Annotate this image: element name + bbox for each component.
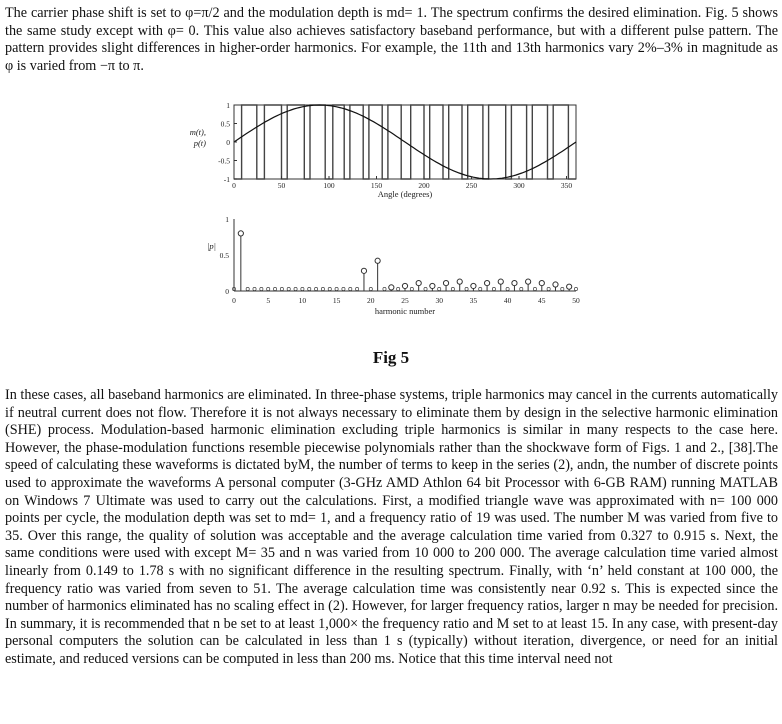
y-tick-label: 0.5 (220, 119, 230, 129)
zero-marker (410, 287, 413, 290)
zero-marker (451, 287, 454, 290)
x-tick-label: 5 (266, 296, 271, 305)
stem-marker (471, 283, 476, 288)
x-tick-label: 350 (560, 181, 573, 190)
zero-marker (328, 287, 331, 290)
zero-marker (479, 287, 482, 290)
y-axis-label-line2: p(t) (193, 138, 206, 148)
figure-caption: Fig 5 (372, 348, 410, 367)
stem-marker (484, 280, 489, 285)
zero-marker (369, 287, 372, 290)
x-tick-label: 20 (367, 296, 375, 305)
zero-marker (356, 287, 359, 290)
stem-marker (402, 283, 407, 288)
y-tick-label: 1 (226, 101, 230, 110)
time-domain-chart (170, 93, 590, 208)
x-tick-label: 100 (323, 181, 335, 190)
zero-marker (308, 287, 311, 290)
zero-marker (280, 287, 283, 290)
zero-marker (335, 287, 338, 290)
zero-marker (260, 287, 263, 290)
stem-marker (375, 258, 380, 263)
stem-marker (443, 280, 448, 285)
y-tick-label: 0.5 (219, 251, 229, 260)
zero-marker (397, 287, 400, 290)
x-tick-label: 250 (465, 181, 478, 190)
zero-marker (383, 287, 386, 290)
x-tick-label: 150 (370, 181, 383, 190)
stem-marker (361, 268, 366, 273)
x-tick-label: 25 (401, 296, 409, 305)
zero-marker (506, 287, 509, 290)
stem-marker (553, 282, 558, 287)
x-tick-label: 0 (232, 296, 236, 305)
series-m-sine (234, 105, 576, 179)
x-tick-label: 30 (435, 296, 443, 305)
stem-marker (526, 279, 531, 284)
x-tick-label: 0 (232, 181, 236, 190)
figure-5 (170, 93, 590, 316)
paragraph-body: In these cases, all baseband harmonics are eliminated. In three-phase systems, triple harmonics may cancel in the currents automatically if neutral current does not flow. Therefore it is not always necessary to eliminate them by design in the selective harmonic elimination (SHE) process. Modulation-based harmonic elimination excluding triple harmonics is similar in many respects to the case here. However, the phase-modulation functions resemble piecewise polynomials rather than the shockwave form of Figs. 1 and 2., [38].The speed of calculating these waveforms is dictated byM, the number of terms to keep in the series (2), andn, the number of discrete points used to approximate the waveforms A personal computer (3-GHz AMD Athlon 64 bit Processor with 6-GB RAM) running MATLAB on Windows 7 Ultimate was used to carry out the calculations. First, a modified triangle wave was approximated with n= 100 000 points per cycle, the modulation depth was set to md= 1, and a frequency ratio of 19 was used. The number M was varied from five to 35. Over this range, the quality of solution was acceptable and the average calculation time varied from 0.327 to 0.915 s. Next, the same conditions were used with except M= 35 and n was varied from 10 000 to 200 000. The average calculation time varied almost linearly from 0.149 to 1.78 s with no significant difference in the resulting spectrum. Finally, with ‘n’ held constant at 100 000, the frequency ratio was varied from seven to 51. The average calculation time was consistently near 0.92 s. This is expected since the number of harmonics eliminated has no scaling effect in (2). However, for larger frequency ratios, larger n may be needed for precision. In summary, it is recommended that n be set to at least 1,000× the frequency ratio and M set to at least 15. In any case, with present-day personal computers the solution can be calculated in less than 1 s (typically) without iteration, divergence, or need for an initial estimate, and reduced versions can be computed in less than 200 ms. Notice that this time interval need not (5, 387, 778, 667)
y-tick-label: -1 (223, 175, 230, 184)
zero-marker (273, 287, 276, 290)
stem-marker (457, 279, 462, 284)
x-tick-label: 300 (513, 181, 525, 190)
x-tick-label: 10 (298, 296, 307, 305)
x-tick-label: 35 (469, 296, 478, 305)
paragraph-intro: The carrier phase shift is set to φ=π/2 and the modulation depth is md= 1. The spectrum confirms the desired elimination. Fig. 5 shows the same study except with φ= 0. This value also achieves satisfactory baseband performance, but with a different pulse pattern. The pattern provides slight differences in higher-order harmonics. For example, the 11th and 13th harmonics vary 2%–3% in magnitude as φ is varied from −π to π. (5, 5, 778, 74)
zero-marker (301, 287, 304, 290)
y-tick-label: 1 (225, 215, 229, 224)
zero-marker (287, 287, 290, 290)
zero-marker (342, 287, 345, 290)
stem-marker (498, 279, 503, 284)
zero-marker (267, 287, 270, 290)
stem-marker (430, 283, 435, 288)
harmonic-spectrum-chart (170, 213, 590, 338)
zero-marker (424, 287, 427, 290)
stem-marker (539, 280, 544, 285)
x-tick-label: 200 (418, 181, 430, 190)
stem-marker (389, 285, 394, 290)
x-tick-label: 50 (277, 181, 286, 190)
zero-marker (465, 287, 468, 290)
x-tick-label: 50 (572, 296, 580, 305)
zero-marker (294, 287, 297, 290)
zero-marker (547, 287, 550, 290)
zero-marker (574, 287, 577, 290)
x-tick-label: 15 (332, 296, 341, 305)
y-axis-label: |p| (207, 241, 216, 251)
stem-marker (567, 284, 572, 289)
y-tick-label: 0 (226, 138, 230, 147)
y-axis-label-line1: m(t), (189, 127, 206, 137)
stem-marker (416, 280, 421, 285)
x-tick-label: 40 (503, 296, 512, 305)
y-tick-label: -0.5 (218, 156, 230, 166)
zero-marker (253, 287, 256, 290)
zero-marker (314, 287, 317, 290)
zero-marker (561, 287, 564, 290)
zero-marker (533, 287, 536, 290)
stem-marker (238, 231, 243, 236)
y-tick-label: 0 (225, 287, 229, 296)
zero-marker (520, 287, 523, 290)
x-axis-label: Angle (degrees) (377, 189, 433, 199)
zero-marker (492, 287, 495, 290)
zero-marker (438, 287, 441, 290)
x-tick-label: 45 (538, 296, 546, 305)
x-axis-label: harmonic number (374, 306, 436, 316)
zero-marker (246, 287, 249, 290)
zero-marker (349, 287, 352, 290)
stem-marker (512, 280, 517, 285)
zero-marker (321, 287, 324, 290)
